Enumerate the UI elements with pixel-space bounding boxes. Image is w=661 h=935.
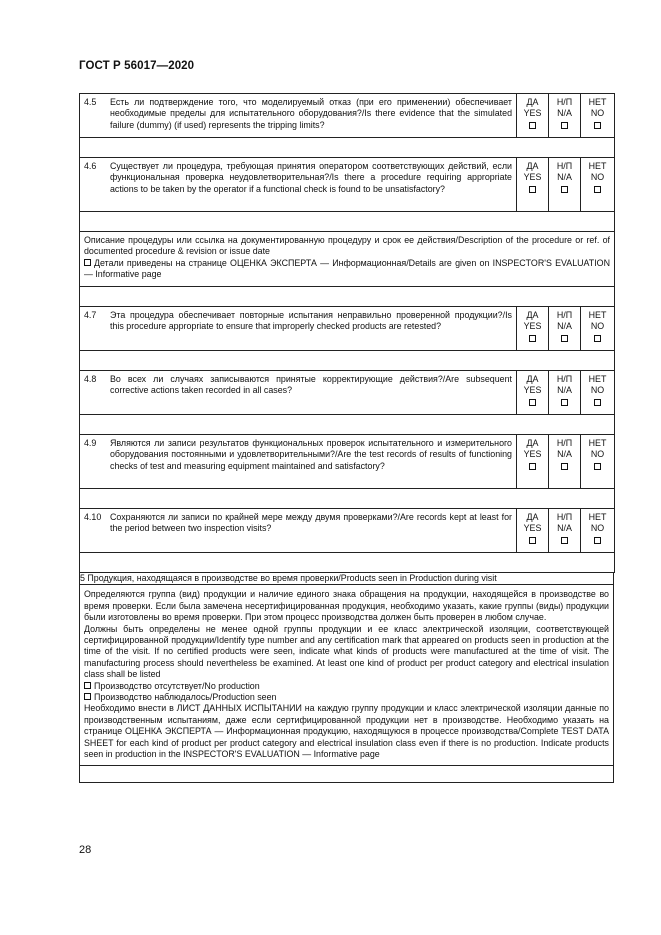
answer-field[interactable] [80, 553, 615, 573]
answer-no[interactable]: НЕТ NO [581, 509, 615, 553]
checkbox-icon[interactable] [561, 537, 568, 544]
answer-blank-row [80, 553, 615, 573]
checkbox-icon[interactable] [594, 463, 601, 470]
answer-field[interactable] [80, 287, 615, 307]
answer-yes[interactable]: ДА YES [517, 509, 549, 553]
question-number: 4.9 [84, 438, 97, 448]
question-text: Существует ли процедура, требующая принятия оператором соответствующих действий, если функциональная проверка неудовлетворительная?/Is there a procedure requiring appropriate actions to be taken by the operator if a functional check is found to be unsatisfactory? [110, 161, 512, 194]
checkbox-icon[interactable] [84, 693, 91, 700]
question-text: Есть ли подтверждение того, что моделируемый отказ (при его применении) обеспечивает необходимые пределы для испытательного оборудования?/Is there evidence that the simulated failure (dummy) (if used) represents the tripping limits? [110, 97, 512, 130]
section5-body [80, 585, 614, 765]
document-header: ГОСТ Р 56017—2020 [79, 60, 195, 72]
answer-blank-row [80, 489, 615, 509]
answer-na[interactable]: Н/П N/A [549, 307, 581, 351]
question-text: Являются ли записи результатов функциональных проверок испытательного и измерительного оборудования постоянными и удовлетворительными?/Are the test records of results of functioning checks of test and measuring equipment maintained and satisfactory? [110, 438, 512, 471]
checkbox-icon[interactable] [594, 537, 601, 544]
question-cell [80, 371, 517, 415]
question-number: 4.7 [84, 310, 97, 320]
checkbox-icon[interactable] [594, 335, 601, 342]
question-cell [80, 435, 517, 489]
production-seen-label: Производство наблюдалось/Production seen [94, 692, 277, 703]
question-cell [80, 94, 517, 138]
question-row [80, 158, 615, 212]
checkbox-icon[interactable] [594, 399, 601, 406]
answer-yes[interactable]: ДА YES [517, 94, 549, 138]
question-number: 4.10 [84, 512, 102, 522]
checkbox-icon[interactable] [561, 463, 568, 470]
answer-no[interactable]: НЕТ NO [581, 158, 615, 212]
procedure-description-row [80, 232, 615, 287]
procedure-description-text: Описание процедуры или ссылка на документированную процедуру и срок ее действия/Description of the procedure or ref. of documented procedure & revision or issue date [84, 235, 610, 257]
answer-na[interactable]: Н/П N/A [549, 94, 581, 138]
answer-no[interactable]: НЕТ NO [581, 371, 615, 415]
checkbox-icon[interactable] [594, 122, 601, 129]
checkbox-icon[interactable] [529, 335, 536, 342]
answer-yes[interactable]: ДА YES [517, 158, 549, 212]
question-number: 4.6 [84, 161, 97, 171]
answer-na[interactable]: Н/П N/A [549, 158, 581, 212]
answer-field[interactable] [80, 415, 615, 435]
answer-blank-row [80, 415, 615, 435]
question-row [80, 509, 615, 553]
answer-no[interactable]: НЕТ NO [581, 307, 615, 351]
question-cell [80, 307, 517, 351]
answer-field[interactable] [80, 138, 615, 158]
details-checkbox-label: Детали приведены на странице ОЦЕНКА ЭКСПЕРТА — Информационная/Details are given on INSPECTOR'S EVALUATION — Informative page [84, 257, 610, 280]
checkbox-icon[interactable] [84, 259, 91, 266]
section5-para3: Необходимо внести в ЛИСТ ДАННЫХ ИСПЫТАНИИ на каждую группу продукции и класс электрической изоляции данные по производственным испытаниям, даже если сертифицированной продукции нет в производстве. Необходимо указать на странице ОЦЕНКА ЭКСПЕРТА — Информационная продукцию, находящуюся в процессе производства/Complete TEST DATA SHEET for each kind of product per product category and electrical insulation class even if there is no production. Indicate products seen in production in the INSPECTOR'S EVALUATION — Informative page [84, 703, 609, 760]
question-cell [80, 509, 517, 553]
question-row [80, 371, 615, 415]
page-number: 28 [79, 844, 92, 856]
answer-field[interactable] [80, 489, 615, 509]
answer-blank-row [80, 212, 615, 232]
answer-na[interactable]: Н/П N/A [549, 435, 581, 489]
checkbox-icon[interactable] [561, 399, 568, 406]
answer-blank-row [80, 287, 615, 307]
checkbox-icon[interactable] [529, 537, 536, 544]
procedure-description-cell [80, 232, 615, 287]
answer-na[interactable]: Н/П N/A [549, 371, 581, 415]
question-text: Сохраняются ли записи по крайней мере между двумя проверками?/Are records kept at least for the period between two inspection visits? [110, 512, 512, 534]
answer-no[interactable]: НЕТ NO [581, 435, 615, 489]
checkbox-icon[interactable] [561, 335, 568, 342]
checkbox-icon[interactable] [529, 122, 536, 129]
checkbox-icon[interactable] [529, 399, 536, 406]
section5-para2: Должны быть определены не менее одной группы продукции и ее класс электрической изоляции, соответствующей сертифицированной продукции/Identify type number and any certification mark that appeared on products seen in production at the time of the visit. If no certified products were seen, indicate what kinds of products were manufactured at the time of visit. The manufacturing process should nevertheless be examined. At least one kind of product per product category and electrical insulation class shall be listed [84, 623, 609, 680]
checklist-table [79, 93, 615, 573]
question-row [80, 435, 615, 489]
question-number: 4.5 [84, 97, 97, 107]
checkbox-icon[interactable] [561, 186, 568, 193]
section5-title: 5 Продукция, находящаяся в производстве во время проверки/Products seen in Production during visit [80, 573, 614, 585]
no-production-label: Производство отсутствует/No production [94, 680, 260, 691]
section5-para1: Определяются группа (вид) продукции и наличие единого знака обращения на продукции, находящейся в производстве во время проверки. Если была замечена несертифицированная продукция, необходимо указать, какие группы (виды) продукции были изготовлены во время проверки. При этом процесс производства должен быть проверен в любом случае. [84, 589, 609, 623]
section5-table [79, 572, 614, 783]
checkbox-icon[interactable] [594, 186, 601, 193]
answer-field[interactable] [80, 351, 615, 371]
answer-field[interactable] [80, 212, 615, 232]
answer-field[interactable] [80, 765, 614, 782]
checkbox-icon[interactable] [84, 682, 91, 689]
question-number: 4.8 [84, 374, 97, 384]
answer-blank-row [80, 138, 615, 158]
question-text: Эта процедура обеспечивает повторные испытания неправильно проверенной продукции?/Is this procedure appropriate to ensure that improperly checked products are retested? [110, 310, 512, 332]
answer-yes[interactable]: ДА YES [517, 307, 549, 351]
question-text: Во всех ли случаях записываются принятые корректирующие действия?/Are subsequent corrective actions taken recorded in all cases? [110, 374, 512, 396]
question-row [80, 307, 615, 351]
answer-yes[interactable]: ДА YES [517, 435, 549, 489]
answer-na[interactable]: Н/П N/A [549, 509, 581, 553]
question-row [80, 94, 615, 138]
question-cell [80, 158, 517, 212]
answer-yes[interactable]: ДА YES [517, 371, 549, 415]
answer-no[interactable]: НЕТ NO [581, 94, 615, 138]
answer-blank-row [80, 351, 615, 371]
checkbox-icon[interactable] [529, 463, 536, 470]
checkbox-icon[interactable] [529, 186, 536, 193]
checkbox-icon[interactable] [561, 122, 568, 129]
